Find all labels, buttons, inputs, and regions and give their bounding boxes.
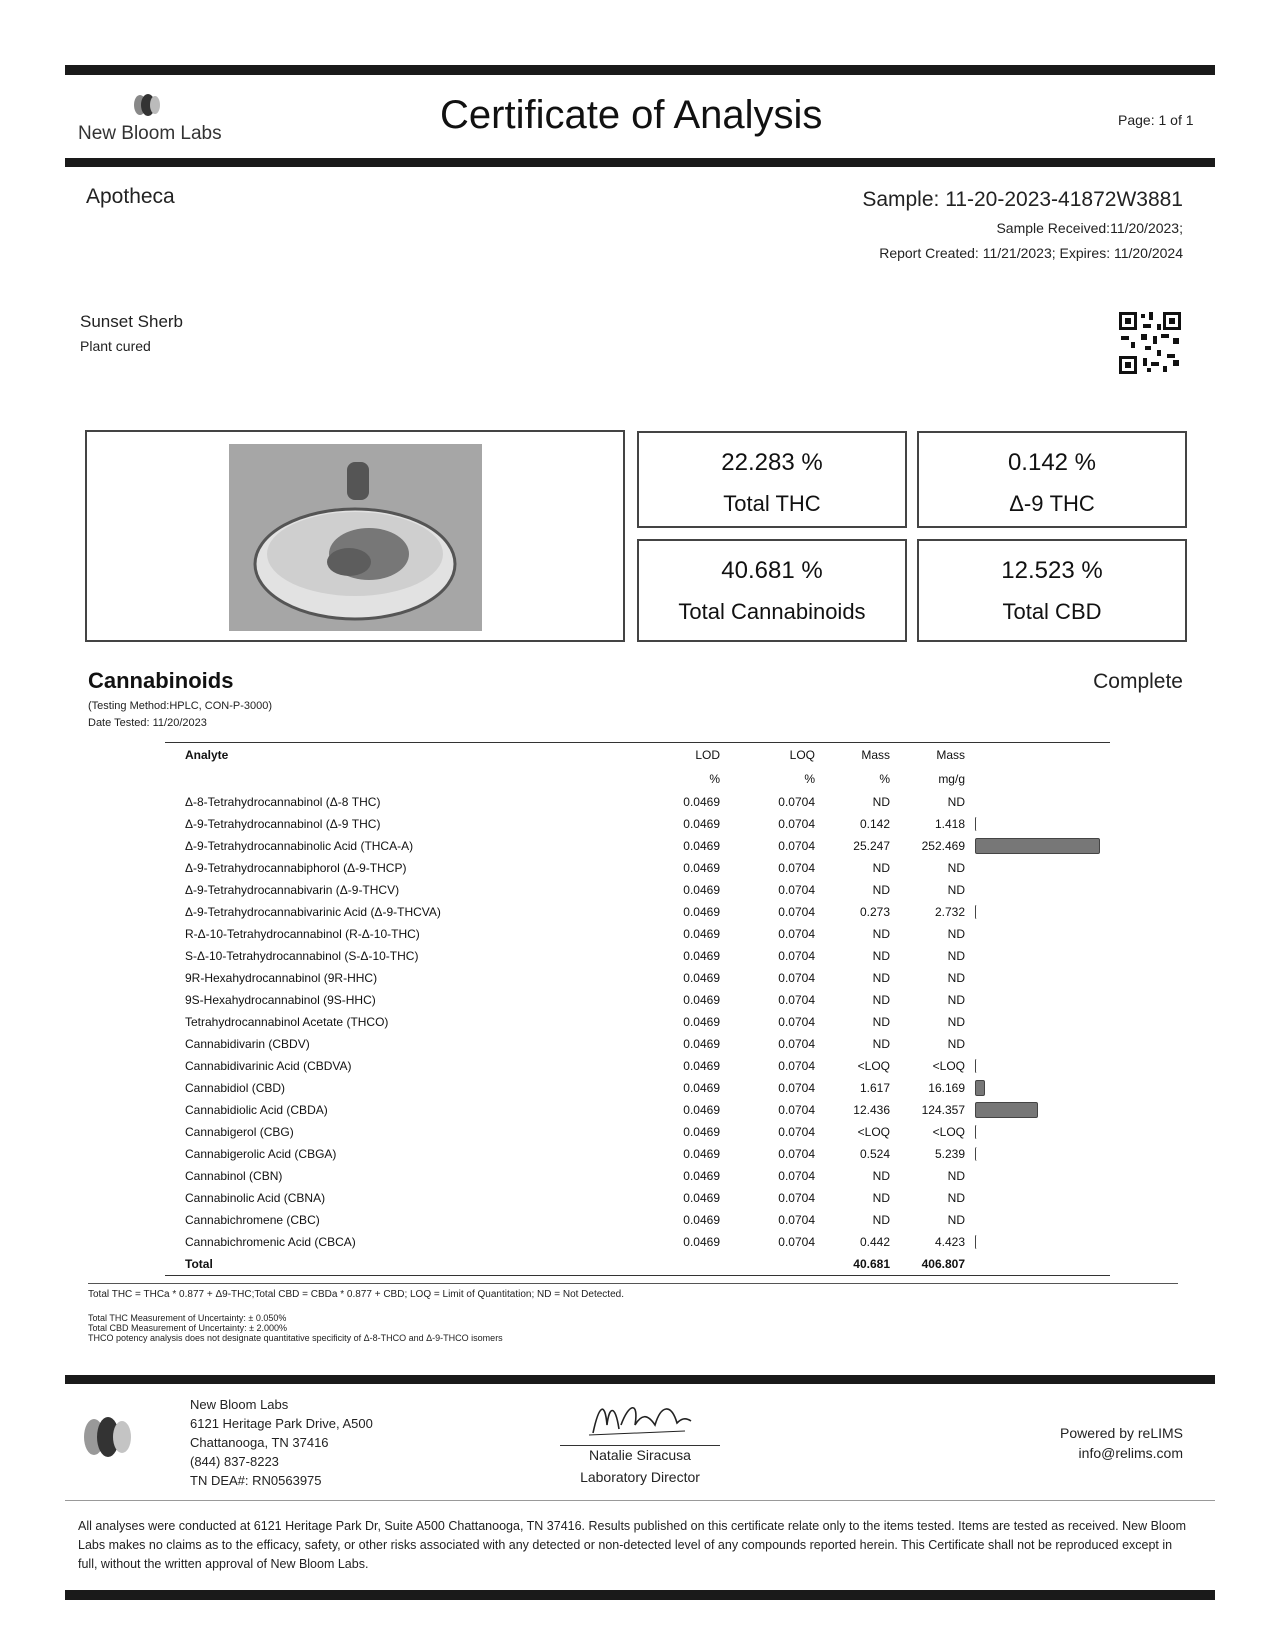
page-title: Certificate of Analysis	[440, 93, 823, 137]
analyte-cell: Cannabidiol (CBD)	[185, 1081, 286, 1095]
mass-mg-cell: 5.239	[934, 1147, 965, 1161]
col-mass-mg: Mass	[936, 748, 965, 762]
mass-bar	[975, 1235, 978, 1249]
loq-cell: 0.0704	[778, 817, 815, 831]
disclaimer: All analyses were conducted at 6121 Heritage Park Dr, Suite A500 Chattanooga, TN 37416. Results published on this certificate relate only to the items tested. Items are tested as received. New Bloom Labs makes no claims as to the efficacy, safety, or other risks associated with any detected or non-detected level of any compounds reported herein. This Certificate shall not be reproduced except in full, without the written approval of New Bloom Labs.	[78, 1519, 1187, 1571]
analyte-cell: Cannabinol (CBN)	[185, 1169, 283, 1183]
mass-mg-cell: ND	[947, 1213, 965, 1227]
mass-bar	[975, 1059, 978, 1073]
unit-mass-mg: mg/g	[938, 772, 965, 786]
analyte-cell: Δ-9-Tetrahydrocannabivarinic Acid (Δ-9-THCVA)	[185, 905, 441, 919]
table-row	[165, 791, 1110, 813]
unit-lod: %	[709, 772, 720, 786]
loq-cell: 0.0704	[778, 1169, 815, 1183]
report-dates: Report Created: 11/21/2023; Expires: 11/20/2024	[879, 245, 1183, 261]
mass-pct-cell: ND	[872, 1015, 890, 1029]
empty-cell	[640, 1253, 720, 1276]
mass-mg-cell: ND	[947, 795, 965, 809]
mass-mg-cell: ND	[947, 971, 965, 985]
mass-mg-cell: 2.732	[934, 905, 965, 919]
mass-bar-cell	[965, 791, 1110, 813]
lod-cell: 0.0469	[683, 1015, 720, 1029]
table-row	[165, 901, 1110, 923]
lod-cell: 0.0469	[683, 971, 720, 985]
mass-bar	[975, 905, 978, 919]
summary-value: 40.681 %	[721, 557, 823, 584]
mass-mg-cell: ND	[947, 883, 965, 897]
mass-bar-cell	[965, 989, 1110, 1011]
table-row	[165, 1121, 1110, 1143]
mass-bar	[975, 1147, 979, 1161]
mass-bar-cell	[965, 1231, 1110, 1253]
analyte-cell: R-Δ-10-Tetrahydrocannabinol (R-Δ-10-THC)	[185, 927, 420, 941]
summary-total-cbd	[917, 539, 1187, 642]
mass-mg-cell: ND	[947, 1191, 965, 1205]
qr-code[interactable]	[1117, 310, 1183, 376]
analyte-cell: Cannabinolic Acid (CBNA)	[185, 1191, 326, 1205]
mass-bar-cell	[965, 901, 1110, 923]
lod-cell: 0.0469	[683, 1081, 720, 1095]
table-row	[165, 857, 1110, 879]
mass-mg-cell: 16.169	[928, 1081, 965, 1095]
mass-bar-cell	[965, 1165, 1110, 1187]
mass-bar-cell	[965, 967, 1110, 989]
analyte-cell: S-Δ-10-Tetrahydrocannabinol (S-Δ-10-THC)	[185, 949, 419, 963]
mass-pct-cell: 0.524	[859, 1147, 890, 1161]
lod-cell: 0.0469	[683, 927, 720, 941]
mass-pct-cell: ND	[872, 927, 890, 941]
mass-pct-cell: ND	[872, 795, 890, 809]
mass-bar	[975, 1080, 985, 1096]
mass-bar-cell	[965, 1033, 1110, 1055]
signature	[585, 1395, 695, 1439]
analyte-cell: Δ-9-Tetrahydrocannabinol (Δ-9 THC)	[185, 817, 381, 831]
analyte-cell: Cannabidiolic Acid (CBDA)	[185, 1103, 328, 1117]
footer-street: 6121 Heritage Park Drive, A500	[190, 1416, 373, 1431]
table-row	[165, 989, 1110, 1011]
mass-pct-cell: 25.247	[853, 839, 890, 853]
mass-mg-cell: ND	[947, 949, 965, 963]
table-row	[165, 879, 1110, 901]
loq-cell: 0.0704	[778, 949, 815, 963]
loq-cell: 0.0704	[778, 861, 815, 875]
table-row	[165, 1231, 1110, 1253]
lod-cell: 0.0469	[683, 839, 720, 853]
empty-cell	[720, 1253, 815, 1276]
summary-total-thc	[637, 431, 907, 528]
table-row	[165, 1165, 1110, 1187]
mass-mg-cell: 252.469	[921, 839, 965, 853]
table-row	[165, 923, 1110, 945]
analyte-cell: 9R-Hexahydrocannabinol (9R-HHC)	[185, 971, 378, 985]
summary-value: 22.283 %	[721, 449, 823, 476]
mass-pct-cell: <LOQ	[857, 1125, 890, 1139]
bottom-border	[65, 1590, 1215, 1600]
mass-bar	[975, 1102, 1038, 1118]
summary-label: Δ-9 THC	[1009, 491, 1095, 516]
total-pct: 40.681	[815, 1253, 890, 1276]
table-row	[165, 1099, 1110, 1121]
footer-border	[65, 1375, 1215, 1384]
product-type: Plant cured	[80, 338, 151, 354]
mass-bar-cell	[965, 813, 1110, 835]
lod-cell: 0.0469	[683, 795, 720, 809]
mass-bar-cell	[965, 923, 1110, 945]
loq-cell: 0.0704	[778, 795, 815, 809]
mass-pct-cell: ND	[872, 883, 890, 897]
mass-bar-cell	[965, 1011, 1110, 1033]
lab-name: New Bloom Labs	[78, 123, 222, 144]
loq-cell: 0.0704	[778, 1059, 815, 1073]
top-border	[65, 65, 1215, 75]
powered-by	[1060, 1425, 1183, 1461]
loq-cell: 0.0704	[778, 1037, 815, 1051]
lod-cell: 0.0469	[683, 993, 720, 1007]
loq-cell: 0.0704	[778, 1191, 815, 1205]
page-number: Page: 1 of 1	[1118, 112, 1194, 128]
mass-pct-cell: 0.273	[859, 905, 890, 919]
loq-cell: 0.0704	[778, 1103, 815, 1117]
mass-mg-cell: ND	[947, 1169, 965, 1183]
mass-mg-cell: ND	[947, 1037, 965, 1051]
table-row	[165, 813, 1110, 835]
mass-bar-cell	[965, 1209, 1110, 1231]
summary-label: Total THC	[723, 491, 821, 516]
lod-cell: 0.0469	[683, 861, 720, 875]
empty-cell	[965, 1253, 1110, 1276]
unit-loq: %	[804, 772, 815, 786]
lod-cell: 0.0469	[683, 1037, 720, 1051]
summary-delta9-thc	[917, 431, 1187, 528]
analyte-cell: Tetrahydrocannabinol Acetate (THCO)	[185, 1015, 389, 1029]
total-mg: 406.807	[890, 1253, 965, 1276]
loq-cell: 0.0704	[778, 993, 815, 1007]
mass-pct-cell: ND	[872, 949, 890, 963]
analyte-cell: Cannabidivarin (CBDV)	[185, 1037, 310, 1051]
section-heading: Cannabinoids	[88, 668, 234, 693]
mass-bar-cell	[965, 857, 1110, 879]
table-units-row	[165, 767, 1110, 791]
mass-bar-cell	[965, 1187, 1110, 1209]
footer-email[interactable]: info@relims.com	[1078, 1445, 1183, 1461]
summary-value: 0.142 %	[1007, 449, 1097, 476]
mass-bar-cell	[965, 1099, 1110, 1121]
analyte-cell: Δ-9-Tetrahydrocannabiphorol (Δ-9-THCP)	[185, 861, 407, 875]
analyte-cell: Cannabichromene (CBC)	[185, 1213, 320, 1227]
table-row	[165, 945, 1110, 967]
lod-cell: 0.0469	[683, 1059, 720, 1073]
loq-cell: 0.0704	[778, 905, 815, 919]
sample-photo	[229, 444, 482, 631]
disclaimer-divider	[65, 1500, 1215, 1501]
footer-phone: (844) 837-8223	[190, 1454, 279, 1469]
mass-pct-cell: <LOQ	[857, 1059, 890, 1073]
sample-id: Sample: 11-20-2023-41872W3881	[862, 188, 1183, 211]
mass-bar	[975, 838, 1100, 854]
mass-pct-cell: ND	[872, 861, 890, 875]
mass-bar-cell	[965, 879, 1110, 901]
table-row	[165, 1011, 1110, 1033]
mass-mg-cell: ND	[947, 927, 965, 941]
loq-cell: 0.0704	[778, 1081, 815, 1095]
mass-pct-cell: ND	[872, 1191, 890, 1205]
table-row	[165, 1209, 1110, 1231]
col-bar	[965, 743, 1110, 768]
summary-label: Total Cannabinoids	[678, 599, 866, 624]
mass-bar	[975, 1125, 978, 1139]
product-name: Sunset Sherb	[80, 312, 184, 331]
signer-title: Laboratory Director	[580, 1469, 700, 1485]
mass-pct-cell: 0.442	[859, 1235, 890, 1249]
lod-cell: 0.0469	[683, 905, 720, 919]
col-lod: LOD	[695, 748, 720, 762]
lod-cell: 0.0469	[683, 883, 720, 897]
analyte-cell: Δ-9-Tetrahydrocannabinolic Acid (THCA-A)	[185, 839, 414, 853]
mass-mg-cell: <LOQ	[932, 1125, 965, 1139]
note-formula: Total THC = THCa * 0.877 + Δ9-THC;Total CBD = CBDa * 0.877 + CBD; LOQ = Limit of Quantitation; ND = Not Detected.	[88, 1289, 624, 1300]
analyte-cell: Δ-8-Tetrahydrocannabinol (Δ-8 THC)	[185, 795, 381, 809]
col-mass-pct: Mass	[861, 748, 890, 762]
mass-mg-cell: <LOQ	[932, 1059, 965, 1073]
sample-received: Sample Received:11/20/2023;	[996, 220, 1183, 236]
notes-divider	[88, 1283, 1178, 1284]
signer-name: Natalie Siracusa	[589, 1447, 691, 1463]
analyte-cell: Cannabigerolic Acid (CBGA)	[185, 1147, 337, 1161]
summary-label: Total CBD	[1002, 599, 1102, 624]
footer-lab: New Bloom Labs	[190, 1397, 289, 1412]
footer-city: Chattanooga, TN 37416	[190, 1435, 329, 1450]
note-cbd-uncertainty: Total CBD Measurement of Uncertainty: ± 2.000%	[88, 1323, 288, 1333]
note-thco: THCO potency analysis does not designate quantitative specificity of Δ-8-THCO and Δ-9-THCO isomers	[88, 1333, 503, 1343]
lod-cell: 0.0469	[683, 1235, 720, 1249]
lod-cell: 0.0469	[683, 1169, 720, 1183]
mass-bar-cell	[965, 835, 1110, 857]
mass-bar-cell	[965, 1143, 1110, 1165]
mass-mg-cell: ND	[947, 1015, 965, 1029]
mass-bar	[975, 817, 978, 831]
mass-pct-cell: ND	[872, 993, 890, 1007]
mass-mg-cell: 124.357	[921, 1103, 965, 1117]
mass-pct-cell: ND	[872, 1169, 890, 1183]
col-loq: LOQ	[789, 748, 815, 762]
unit-mass-pct: %	[879, 772, 890, 786]
mass-pct-cell: 12.436	[853, 1103, 890, 1117]
analyte-cell: Cannabidivarinic Acid (CBDVA)	[185, 1059, 352, 1073]
table-row	[165, 1143, 1110, 1165]
mass-pct-cell: 0.142	[859, 817, 890, 831]
total-label: Total	[165, 1253, 640, 1276]
table-row	[165, 1055, 1110, 1077]
analyte-cell: Cannabigerol (CBG)	[185, 1125, 294, 1139]
loq-cell: 0.0704	[778, 883, 815, 897]
mass-bar-cell	[965, 1055, 1110, 1077]
lod-cell: 0.0469	[683, 1191, 720, 1205]
table-header-row	[165, 743, 1110, 768]
date-tested: Date Tested: 11/20/2023	[88, 717, 207, 729]
table-total-row	[165, 1253, 1110, 1276]
table-row	[165, 835, 1110, 857]
mass-mg-cell: ND	[947, 861, 965, 875]
loq-cell: 0.0704	[778, 839, 815, 853]
note-thc-uncertainty: Total THC Measurement of Uncertainty: ± 0.050%	[88, 1313, 287, 1323]
summary-total-cannabinoids	[637, 539, 907, 642]
note-uncertainty	[88, 1313, 503, 1343]
mass-bar-cell	[965, 1077, 1110, 1099]
mass-mg-cell: 4.423	[934, 1235, 965, 1249]
powered-text: Powered by reLIMS	[1060, 1425, 1183, 1441]
mass-pct-cell: 1.617	[859, 1081, 890, 1095]
table-row	[165, 967, 1110, 989]
sample-photo-frame	[85, 430, 625, 642]
loq-cell: 0.0704	[778, 1015, 815, 1029]
signature-line	[560, 1445, 720, 1446]
mass-pct-cell: ND	[872, 1037, 890, 1051]
loq-cell: 0.0704	[778, 971, 815, 985]
loq-cell: 0.0704	[778, 1235, 815, 1249]
mass-bar-cell	[965, 1121, 1110, 1143]
lod-cell: 0.0469	[683, 1125, 720, 1139]
loq-cell: 0.0704	[778, 1125, 815, 1139]
mass-pct-cell: ND	[872, 1213, 890, 1227]
mass-bar-cell	[965, 945, 1110, 967]
col-analyte: Analyte	[185, 748, 229, 762]
footer-address	[190, 1395, 373, 1490]
section-status: Complete	[1093, 670, 1183, 693]
mass-pct-cell: ND	[872, 971, 890, 985]
client-name: Apotheca	[86, 185, 175, 208]
analyte-cell: Cannabichromenic Acid (CBCA)	[185, 1235, 356, 1249]
loq-cell: 0.0704	[778, 1213, 815, 1227]
footer-logo-icon	[78, 1415, 138, 1459]
lod-cell: 0.0469	[683, 1103, 720, 1117]
mass-mg-cell: 1.418	[934, 817, 965, 831]
table-row	[165, 1033, 1110, 1055]
lab-logo-icon	[128, 92, 164, 118]
table-row	[165, 1187, 1110, 1209]
cannabinoid-table	[165, 742, 1110, 1276]
summary-value: 12.523 %	[1001, 557, 1103, 584]
header-border	[65, 158, 1215, 167]
testing-method: (Testing Method:HPLC, CON-P-3000)	[88, 700, 273, 712]
footer-dea: TN DEA#: RN0563975	[190, 1473, 322, 1488]
mass-mg-cell: ND	[947, 993, 965, 1007]
loq-cell: 0.0704	[778, 927, 815, 941]
lod-cell: 0.0469	[683, 1213, 720, 1227]
lod-cell: 0.0469	[683, 1147, 720, 1161]
lod-cell: 0.0469	[683, 949, 720, 963]
table-row	[165, 1077, 1110, 1099]
analyte-cell: Δ-9-Tetrahydrocannabivarin (Δ-9-THCV)	[185, 883, 400, 897]
analyte-cell: 9S-Hexahydrocannabinol (9S-HHC)	[185, 993, 376, 1007]
lod-cell: 0.0469	[683, 817, 720, 831]
loq-cell: 0.0704	[778, 1147, 815, 1161]
